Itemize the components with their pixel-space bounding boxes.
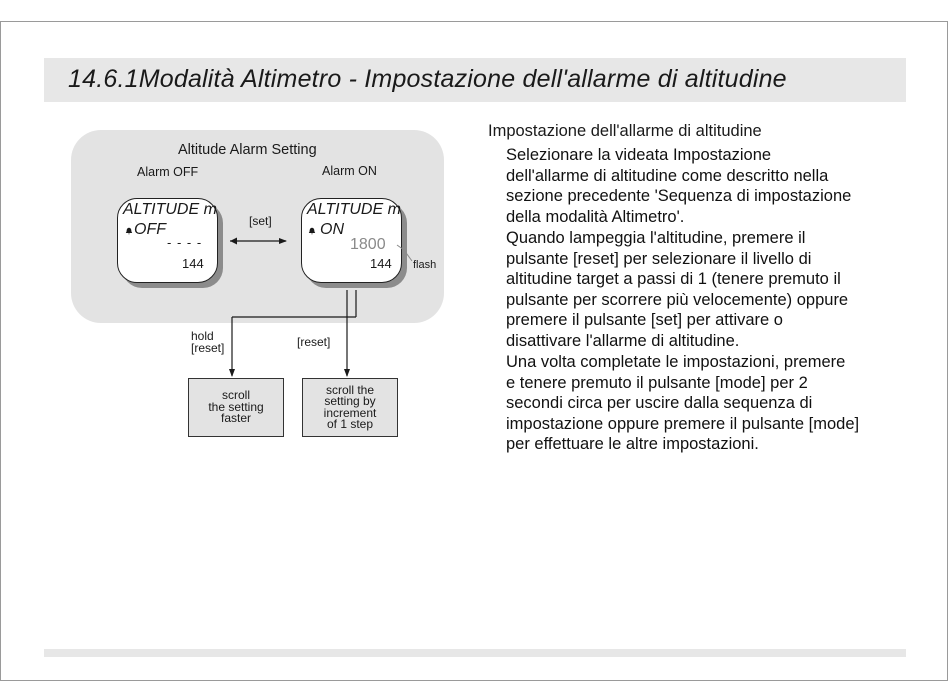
- page-title: 14.6.1Modalità Altimetro - Impostazione dell'allarme di altitudine: [68, 65, 787, 93]
- text-line: dell'allarme di altitudine come descritto nella: [506, 166, 829, 185]
- text-line: premere il pulsante [set] per attivare o: [506, 311, 783, 329]
- text-line: sezione precedente 'Sequenza di impostazione: [506, 187, 852, 205]
- text-line: Una volta completate le impostazioni, premere: [506, 353, 846, 371]
- text-line: della modalità Altimetro'.: [506, 207, 685, 226]
- scroll-faster-box: [188, 378, 284, 437]
- box-right-line: setting by: [324, 394, 376, 408]
- watch-on-value: 144: [370, 256, 392, 271]
- watch-on-altitude-label: ALTITUDE m: [307, 201, 401, 218]
- hold-reset-label: [191, 331, 224, 354]
- hold-label: hold: [191, 329, 214, 343]
- footer-bar: [44, 649, 906, 657]
- box-right-line: increment: [323, 405, 377, 420]
- text-line: secondi circa per uscire dalla sequenza di: [506, 394, 813, 412]
- box-left-line: scroll: [221, 388, 250, 403]
- alarm-on-label: Alarm ON: [322, 164, 377, 178]
- paragraph-1: [506, 145, 898, 227]
- text-line: Quando lampeggia l'altitudine, premere il: [506, 229, 806, 247]
- text-line: impostazione oppure premere il pulsante [mode]: [506, 414, 860, 433]
- diagram-title: Altitude Alarm Setting: [178, 142, 317, 158]
- watch-off-value: 144: [182, 256, 204, 271]
- watch-off-dashes: - - - -: [167, 235, 203, 250]
- set-button-label: [set]: [249, 214, 272, 228]
- paragraph-3: [506, 352, 898, 455]
- text-line: Selezionare la videata Impostazione: [506, 146, 772, 164]
- text-line: disattivare l'allarme di altitudine.: [506, 331, 740, 350]
- text-line: pulsante per scorrere più velocemente) oppure: [506, 290, 849, 309]
- reset-label-right: [reset]: [297, 335, 331, 349]
- text-line: e tenere premuto il pulsante [mode] per 2: [506, 373, 808, 392]
- paragraph-2: [506, 228, 898, 351]
- text-line: per effettuare le altre impostazioni.: [506, 435, 759, 453]
- text-line: pulsante [reset] per selezionare il livello di: [506, 249, 812, 268]
- reset-label-left: [reset]: [191, 340, 225, 355]
- box-left-line: the setting: [208, 399, 264, 414]
- box-left-line: faster: [220, 411, 251, 426]
- box-right-line: scroll the: [325, 382, 375, 397]
- text-line: altitudine target a passi di 1 (tenere premuto il: [506, 270, 841, 288]
- alarm-off-label: Alarm OFF: [137, 165, 199, 179]
- watch-off-status: OFF: [134, 221, 166, 238]
- watch-off-altitude-label: ALTITUDE m: [123, 201, 217, 218]
- section-heading: Impostazione dell'allarme di altitudine: [488, 122, 762, 140]
- box-right-line: of 1 step: [326, 417, 374, 431]
- watch-on-target-altitude: 1800: [350, 236, 386, 253]
- scroll-step-box: [302, 378, 398, 437]
- watch-on-status: ON: [320, 221, 344, 238]
- flash-label: flash: [413, 259, 437, 271]
